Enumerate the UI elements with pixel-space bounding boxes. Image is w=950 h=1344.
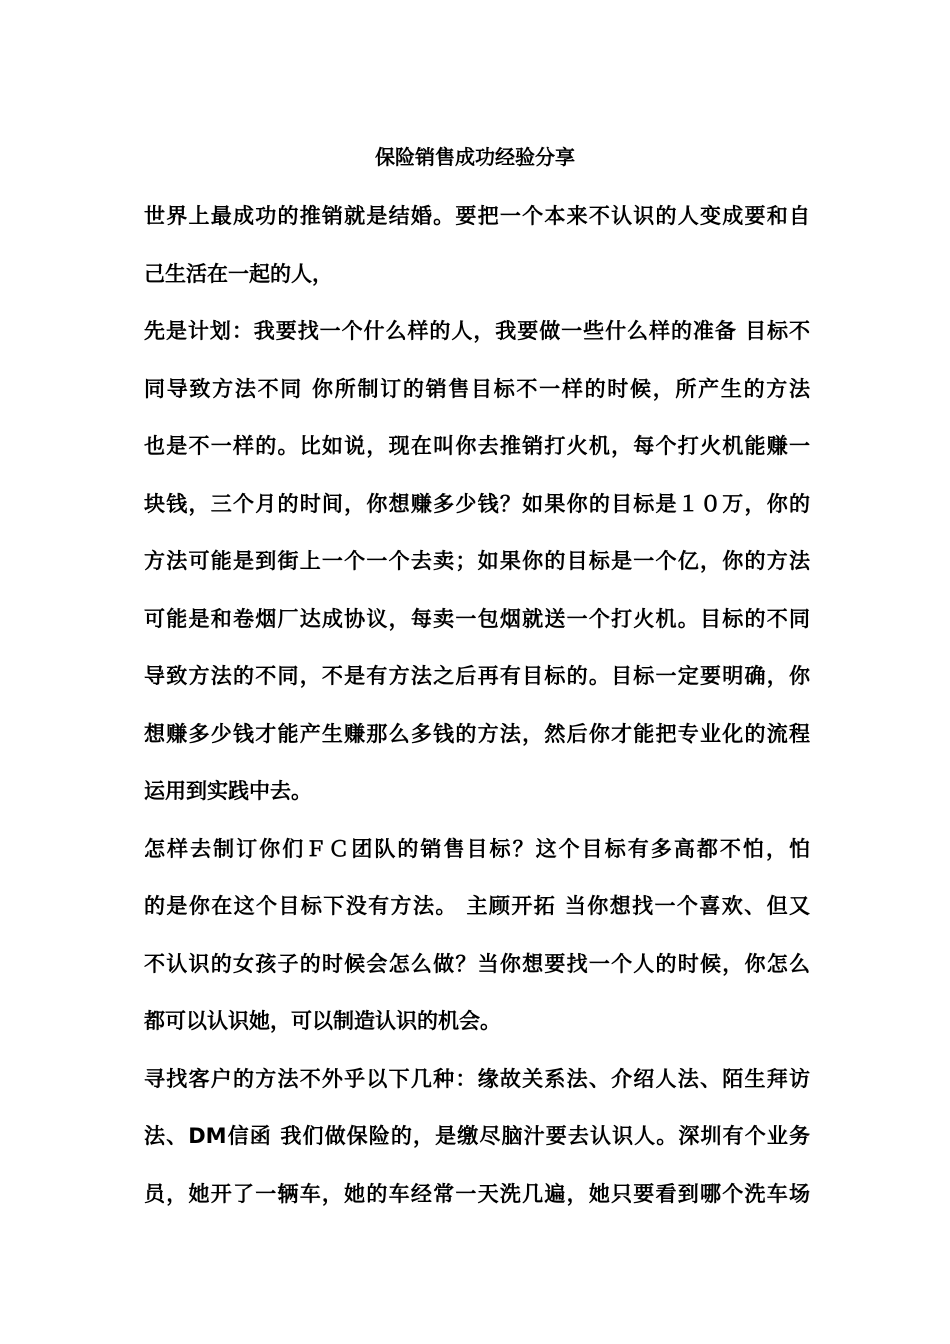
text-line: 世界上最成功的推销就是结婚。要把一个本来不认识的人变成要和自	[144, 204, 810, 228]
text-line: 员，她开了一辆车，她的车经常一天洗几遍，她只要看到哪个洗车场	[144, 1181, 810, 1206]
text-line: 怎样去制订你们ＦＣ团队的销售目标？这个目标有多高都不怕，怕	[144, 836, 810, 861]
text-line: 导致方法的不同，不是有方法之后再有目标的。目标一定要明确，你	[144, 664, 810, 688]
text-line: 方法可能是到街上一个一个去卖；如果你的目标是一个亿，你的方法	[144, 549, 810, 573]
text-line: 寻找客户的方法不外乎以下几种：缘故关系法、介绍人法、陌生拜访	[144, 1066, 810, 1091]
text-line: 先是计划：我要找一个什么样的人，我要做一些什么样的准备 目标不	[144, 319, 810, 343]
document-body	[144, 188, 810, 1223]
text-line: 法、DM信函 我们做保险的，是缴尽脑汁要去认识人。深圳有个业务	[144, 1124, 810, 1148]
text-line: 同导致方法不同 你所制订的销售目标不一样的时候，所产生的方法	[144, 376, 810, 401]
text-line: 想赚多少钱才能产生赚那么多钱的方法，然后你才能把专业化的流程	[144, 721, 810, 746]
text-line: 也是不一样的。比如说，现在叫你去推销打火机，每个打火机能赚一	[144, 434, 810, 458]
text-line: 己生活在一起的人，	[144, 261, 333, 286]
text-line: 不认识的女孩子的时候会怎么做？当你想要找一个人的时候，你怎么	[144, 951, 810, 976]
text-line: 块钱，三个月的时间，你想赚多少钱？如果你的目标是１０万，你的	[144, 491, 810, 516]
document-title: 保险销售成功经验分享	[375, 145, 575, 169]
text-line: 的是你在这个目标下没有方法。 主顾开拓 当你想找一个喜欢、但又	[144, 894, 810, 918]
text-line: 运用到实践中去。	[144, 779, 312, 803]
text-line: 可能是和卷烟厂达成协议，每卖一包烟就送一个打火机。目标的不同	[144, 606, 810, 631]
text-line: 都可以认识她，可以制造认识的机会。	[144, 1009, 501, 1033]
